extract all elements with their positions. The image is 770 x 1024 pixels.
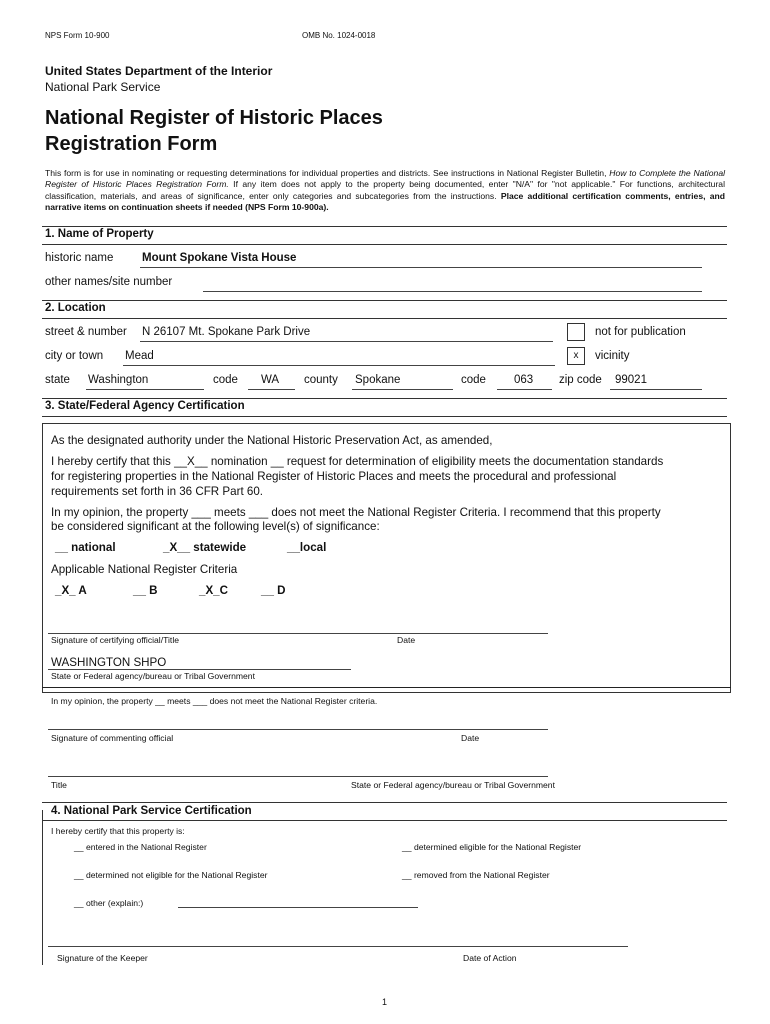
historic-name-value[interactable]: Mount Spokane Vista House [142,252,297,264]
keeper-signature-line[interactable] [48,946,628,947]
omb-number: OMB No. 1024-0018 [302,31,376,40]
certifying-date-label: Date [397,635,416,645]
option-not-eligible[interactable]: __ determined not eligible for the National Register [74,870,268,880]
state-label: state [45,374,70,386]
divider-opinion [42,687,731,688]
service-name: National Park Service [45,80,161,94]
city-label: city or town [45,350,104,362]
cert-line6: be considered significant at the following level(s) of significance: [51,520,380,533]
zip-label: zip code [559,374,602,386]
option-other[interactable]: __ other (explain:) [74,898,144,908]
county-code-value[interactable]: 063 [514,374,534,386]
cert-line4: requirements set forth in 36 CFR Part 60. [51,485,263,498]
title-label: Title [51,780,67,790]
other-names-underline [203,291,702,292]
section3-title: 3. State/Federal Agency Certification [45,400,245,412]
cert-line5: In my opinion, the property ___ meets ___ does not meet the National Register Criteria. I recommend that this property [51,506,661,519]
zip-value[interactable]: 99021 [615,374,647,386]
title-agency-label: State or Federal agency/bureau or Tribal Government [351,780,555,790]
state-underline [86,389,204,390]
zip-underline [610,389,702,390]
state-value[interactable]: Washington [88,374,149,386]
intro-text-1: This form is for use in nominating or requesting determinations for individual properties and districts. See instructions in National Register Bulletin, [45,168,610,178]
intro-bold: Place additional certification comments, entries, and narrative items on continuation sheets if needed (NPS Form 10-900a). [45,190,726,212]
action-date-label: Date of Action [463,953,517,963]
criterion-a[interactable]: _X_ A [55,584,87,597]
street-underline [140,341,553,342]
agency-label: State or Federal agency/bureau or Tribal Government [51,671,255,681]
title-line[interactable] [48,776,548,777]
commenting-date-label: Date [461,733,480,743]
street-label: street & number [45,326,127,338]
vicinity-label: vicinity [595,350,630,362]
section2-title: 2. Location [45,302,106,314]
commenting-signature-label: Signature of commenting official [51,733,174,743]
state-code-label: code [213,374,238,386]
option-determined-eligible[interactable]: __ determined eligible for the National Register [402,842,582,852]
county-underline [352,389,453,390]
form-number: NPS Form 10-900 [45,31,110,40]
level-statewide[interactable]: _X__ statewide [163,541,247,554]
county-code-label: code [461,374,486,386]
agency-value[interactable]: WASHINGTON SHPO [51,656,167,669]
intro-italic: How to Complete the National Register of Historic Places Registration Form. [45,168,726,190]
intro-instructions [45,168,725,213]
county-value[interactable]: Spokane [355,374,401,386]
certifying-signature-label: Signature of certifying official/Title [51,635,180,645]
section2-bar [42,300,727,319]
level-national[interactable]: __ national [55,541,116,554]
section1-title: 1. Name of Property [45,228,154,240]
county-label: county [304,374,338,386]
historic-name-underline [140,267,702,268]
department-name: United States Department of the Interior [45,64,273,78]
agency-underline [48,669,351,670]
section4-title: 4. National Park Service Certification [51,805,252,817]
city-value[interactable]: Mead [125,350,154,362]
state-code-underline [248,389,295,390]
other-explain-line[interactable] [178,907,418,908]
keeper-signature-label: Signature of the Keeper [57,953,148,963]
nps-certify-text: I hereby certify that this property is: [51,826,185,836]
not-for-publication-checkbox[interactable] [567,323,585,341]
form-title-line2: Registration Form [45,133,218,155]
other-names-label: other names/site number [45,276,173,288]
criterion-d[interactable]: __ D [261,584,286,597]
level-local[interactable]: __local [287,541,327,554]
option-entered[interactable]: __ entered in the National Register [74,842,207,852]
section4-left-border [42,810,43,965]
county-code-underline [497,389,552,390]
intro-text-2: If any item does not apply to the property being documented, enter "N/A" for "not applicable." For functions, architectural classification, materials, and areas of significance, enter only categories and subcategories from the instructions. [45,179,725,201]
state-code-value[interactable]: WA [261,374,280,386]
cert-line1: As the designated authority under the National Historic Preservation Act, as amended, [51,434,493,447]
criteria-label: Applicable National Register Criteria [51,563,238,576]
criterion-b[interactable]: __ B [133,584,158,597]
page-number: 1 [382,997,388,1007]
city-underline [123,365,555,366]
option-removed[interactable]: __ removed from the National Register [402,870,550,880]
not-for-publication-label: not for publication [595,326,686,338]
form-title-line1: National Register of Historic Places [45,107,383,129]
vicinity-checkbox[interactable]: x [567,347,585,365]
street-value[interactable]: N 26107 Mt. Spokane Park Drive [142,326,311,338]
criterion-c[interactable]: _X_C [199,584,229,597]
certifying-signature-line[interactable] [48,633,548,634]
commenting-signature-line[interactable] [48,729,548,730]
opinion-line: In my opinion, the property __ meets ___ does not meet the National Register criteria. [51,696,378,706]
historic-name-label: historic name [45,252,114,264]
cert-line3: for registering properties in the National Register of Historic Places and meets the procedural and professional [51,470,617,483]
cert-line2: I hereby certify that this __X__ nomination __ request for determination of eligibility meets the documentation standards [51,455,664,468]
